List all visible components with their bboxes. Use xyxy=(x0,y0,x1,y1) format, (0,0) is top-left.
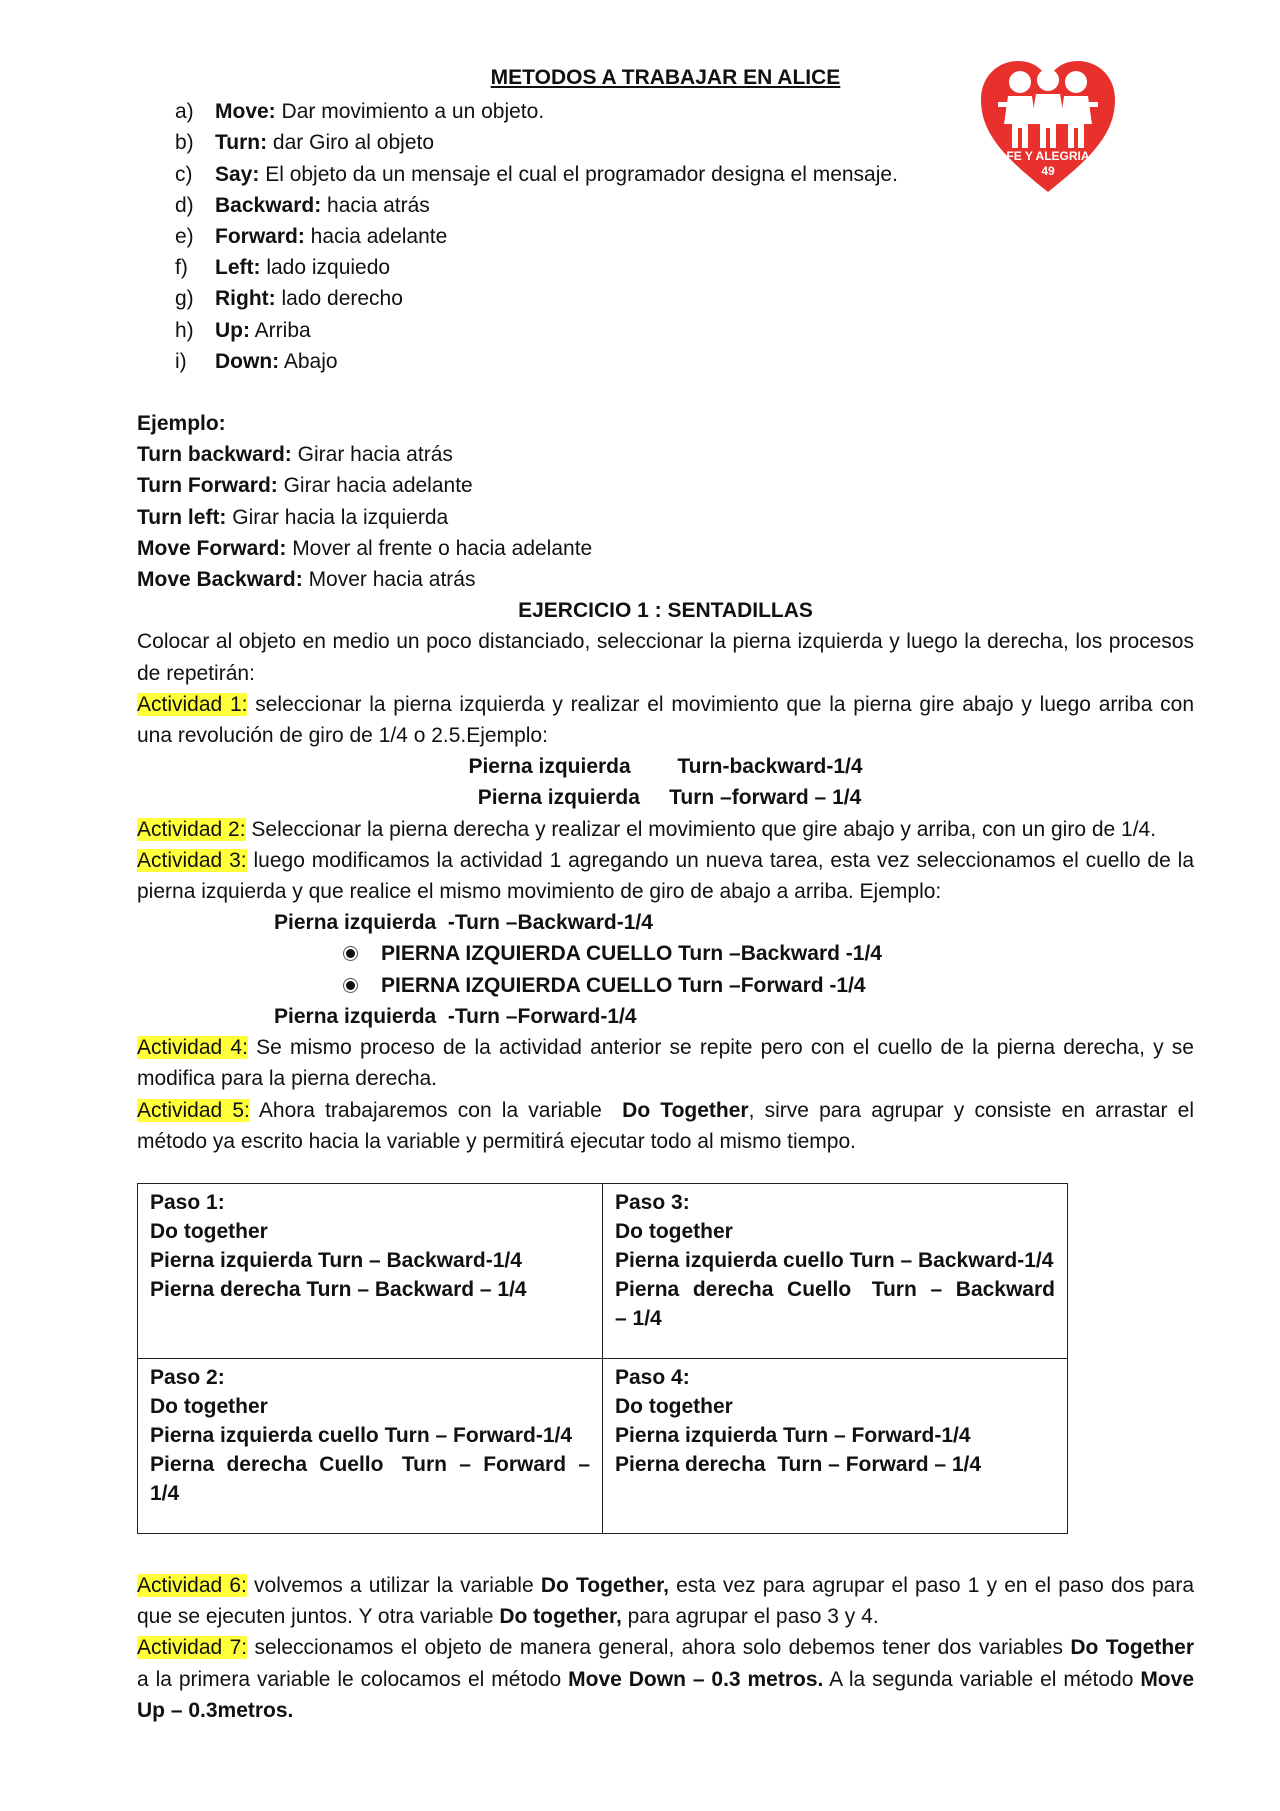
activity-6: Actividad 6: volvemos a utilizar la variable Do Together, esta vez para agrupar el paso 1 y en el paso dos para que se ejecuten juntos. Y otra variable Do together, para agrupar el paso 3 y 4. xyxy=(137,1573,1195,1629)
list-item xyxy=(137,315,1194,346)
list-marker: b) xyxy=(175,131,194,155)
list-item xyxy=(137,221,1194,252)
example-line: Move Forward: Mover al frente o hacia adelante xyxy=(137,536,593,560)
method-term: Left: xyxy=(215,256,261,280)
list-marker: a) xyxy=(175,100,194,124)
method-term: Say: xyxy=(215,162,260,186)
list-item xyxy=(137,127,1194,158)
activity-4: Actividad 4: Se mismo proceso de la actividad anterior se repite pero con el cuello de la pierna derecha, y se modifica para la pierna derecha. xyxy=(137,1036,1194,1091)
method-desc: dar Giro al objeto xyxy=(267,131,435,155)
list-item xyxy=(137,96,1194,127)
list-item: PIERNA IZQUIERDA CUELLO Turn –Forward -1/4 xyxy=(137,970,1194,1001)
activity-5: Actividad 5: Ahora trabajaremos con la variable Do Together, sirve para agrupar y consiste en arrastar el método ya escrito hacia la variable y permitirá ejecutar todo al mismo tiempo. xyxy=(137,1098,1195,1153)
activity-label: Actividad 3: xyxy=(137,848,247,872)
list-marker: e) xyxy=(175,225,194,249)
method-term: Move: xyxy=(215,100,276,124)
list-marker: g) xyxy=(175,287,194,311)
list-marker: i) xyxy=(175,349,187,373)
example-line: Move Backward: Mover hacia atrás xyxy=(137,568,476,592)
logo-text-2: 49 xyxy=(1041,164,1055,178)
activity-2: Actividad 2: Seleccionar la pierna derecha y realizar el movimiento que gire abajo y arriba, con un giro de 1/4. xyxy=(137,817,1157,841)
exercise-intro: Colocar al objeto en medio un poco distanciado, seleccionar la pierna izquierda y luego la derecha, los procesos de repetirán: xyxy=(137,630,1194,685)
method-term: Down: xyxy=(215,349,280,373)
list-item xyxy=(137,190,1194,221)
method-desc: lado derecho xyxy=(275,287,403,311)
method-desc: El objeto da un mensaje el cual el programador designa el mensaje. xyxy=(259,162,898,186)
list-marker: f) xyxy=(175,256,188,280)
activity-1-example-1: Pierna izquierda Turn-backward-1/4 xyxy=(468,755,863,779)
method-term: Right: xyxy=(215,287,276,311)
activity-1: Actividad 1: seleccionar la pierna izquierda y realizar el movimiento que la pierna gire abajo y luego arriba con una revolución de giro de 1/4 o 2.5.Ejemplo: xyxy=(137,692,1194,748)
method-desc: hacia atrás xyxy=(321,193,430,217)
step-cell: Paso 1: Do together Pierna izquierda Turn – Backward-1/4 Pierna derecha Turn – Backward – 1/4 xyxy=(138,1183,603,1358)
method-term: Backward: xyxy=(215,193,322,217)
method-term: Turn: xyxy=(215,131,268,155)
list-item xyxy=(137,159,1194,190)
list-item xyxy=(137,346,1194,377)
list-marker: h) xyxy=(175,318,194,342)
method-term: Forward: xyxy=(215,225,305,249)
activity-3-line-2: Pierna izquierda -Turn –Forward-1/4 xyxy=(274,1004,637,1028)
step-cell: Paso 2: Do together Pierna izquierda cuello Turn – Forward-1/4 Pierna derecha Cuello Turn – Forward – 1/4 xyxy=(138,1358,603,1533)
example-heading: Ejemplo: xyxy=(137,412,226,436)
document-body xyxy=(137,62,1206,1726)
list-marker: c) xyxy=(175,162,193,186)
activity-7: Actividad 7: seleccionamos el objeto de manera general, ahora solo debemos tener dos variables Do Together a la primera variable le colocamos el método Move Down – 0.3 metros. A la segunda variable el método Move Up – 0.3metros. xyxy=(137,1636,1206,1722)
method-desc: Dar movimiento a un objeto. xyxy=(275,100,545,124)
activity-label: Actividad 1: xyxy=(137,692,248,716)
activity-3-line-1: Pierna izquierda -Turn –Backward-1/4 xyxy=(274,911,653,935)
methods-list xyxy=(137,96,1194,377)
method-desc: Abajo xyxy=(279,349,338,373)
bullet-icon xyxy=(346,949,355,958)
method-desc: lado izquiedo xyxy=(260,256,391,280)
page-title: METODOS A TRABAJAR EN ALICE xyxy=(490,66,841,89)
exercise-heading: EJERCICIO 1 : SENTADILLAS xyxy=(518,599,813,623)
example-line: Turn left: Girar hacia la izquierda xyxy=(137,505,449,529)
method-desc: Arriba xyxy=(250,318,311,342)
activity-3: Actividad 3: luego modificamos la actividad 1 agregando un nueva tarea, esta vez seleccionamos el cuello de la pierna izquierda y que realice el mismo movimiento de giro de abajo a arriba. Ejemplo: xyxy=(137,848,1194,904)
activity-label: Actividad 6: xyxy=(137,1573,247,1597)
list-item xyxy=(137,252,1194,283)
list-item xyxy=(137,283,1194,314)
activity-label: Actividad 4: xyxy=(137,1036,248,1060)
list-item: PIERNA IZQUIERDA CUELLO Turn –Backward -1/4 xyxy=(137,938,1194,969)
steps-table xyxy=(137,1183,1068,1534)
activity-3-bullets xyxy=(137,938,1194,1000)
method-desc: hacia adelante xyxy=(304,225,448,249)
activity-label: Actividad 2: xyxy=(137,817,246,841)
activity-label: Actividad 7: xyxy=(137,1636,248,1660)
step-cell: Paso 3: Do together Pierna izquierda cuello Turn – Backward-1/4 Pierna derecha Cuello Turn – Backward – 1/4 xyxy=(603,1183,1068,1358)
example-line: Turn backward: Girar hacia atrás xyxy=(137,443,453,467)
list-marker: d) xyxy=(175,193,194,217)
activity-label: Actividad 5: xyxy=(137,1098,250,1122)
method-term: Up: xyxy=(215,318,250,342)
bullet-icon xyxy=(346,981,355,990)
activity-1-example-2: Pierna izquierda Turn –forward – 1/4 xyxy=(477,786,862,810)
example-line: Turn Forward: Girar hacia adelante xyxy=(137,474,473,498)
step-cell: Paso 4: Do together Pierna izquierda Turn – Forward-1/4 Pierna derecha Turn – Forward – 1/4 xyxy=(603,1358,1068,1533)
logo-text-1: FE Y ALEGRIA xyxy=(1006,149,1090,163)
